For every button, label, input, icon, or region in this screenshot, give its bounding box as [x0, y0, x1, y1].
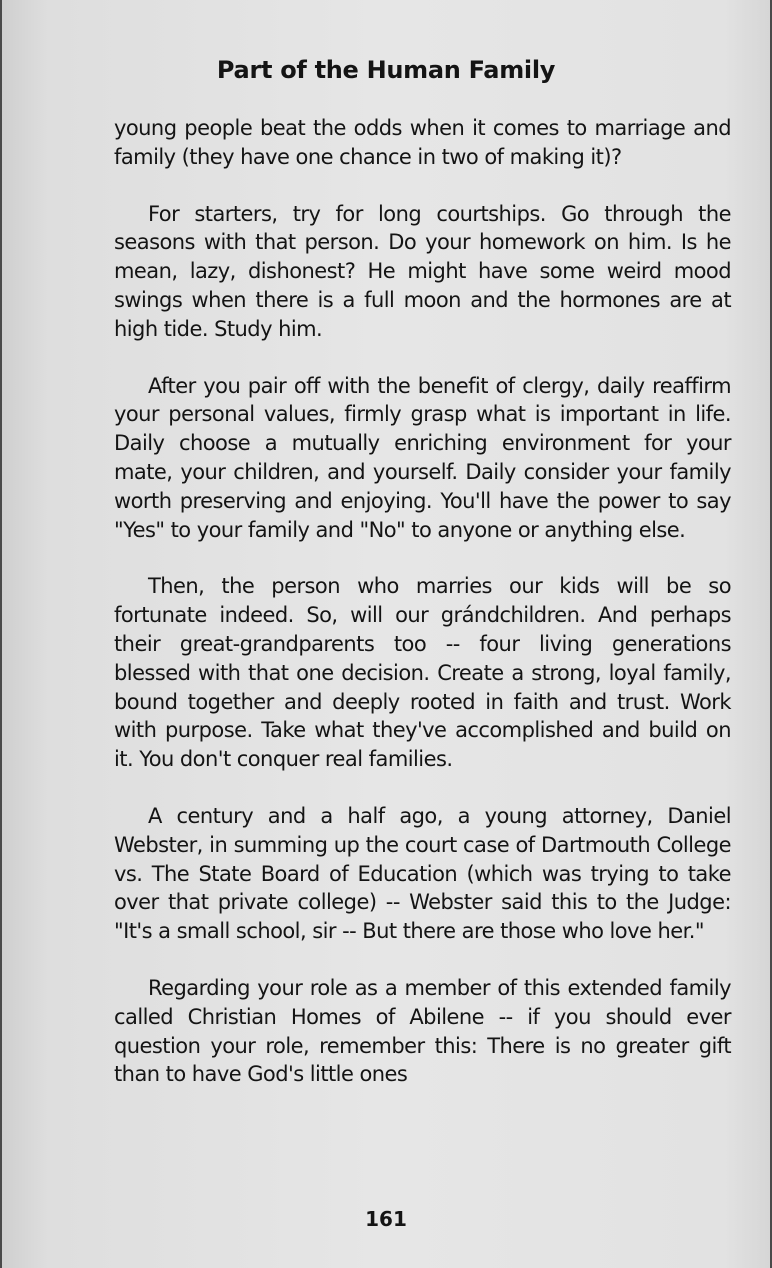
paragraph-courtships: For starters, try for long courtships. Go through the seasons with that person. Do your homework on him. Is he mean, lazy, dishonest? He might have some weird mood swings when there is a full moon and the hormones are at high tide. Study him.	[114, 201, 731, 341]
body-text	[114, 114, 731, 1117]
page-title: Part of the Human Family	[216, 56, 556, 84]
paragraph-generations: Then, the person who marries our kids will be so fortunate indeed. So, will our grándchildren. And perhaps their great-grandparents too -- four living generations blessed with that one decision. Create a strong, loyal family, bound together and deeply rooted in faith and trust. Work with purpose. Take what they've accomplished and build on it. You don't conquer real families.	[114, 574, 731, 772]
book-page	[2, 0, 770, 1268]
page-number: 161	[365, 1207, 407, 1231]
paragraph-daniel-webster: A century and a half ago, a young attorney, Daniel Webster, in summing up the court case of Dartmouth College vs. The State Board of Education (which was trying to take over that private college) -- Webster said this to the Judge: "It's a small school, sir -- But there are those who love her."	[114, 803, 731, 944]
paragraph-continued: young people beat the odds when it comes to marriage and family (they have one chance in two of making it)?	[114, 116, 731, 169]
paragraph-extended-family: Regarding your role as a member of this extended family called Christian Homes of Abilene -- if you should ever question your role, remember this: There is no greater gift than to have God's little ones	[114, 975, 731, 1087]
paragraph-daily-values: After you pair off with the benefit of clergy, daily reaffirm your personal values, firmly grasp what is important in life. Daily choose a mutually enriching environment for your mate, your children, and yourself. Daily consider your family worth preserving and enjoying. You'll have the power to say "Yes" to your family and "No" to anyone or anything else.	[114, 373, 731, 542]
